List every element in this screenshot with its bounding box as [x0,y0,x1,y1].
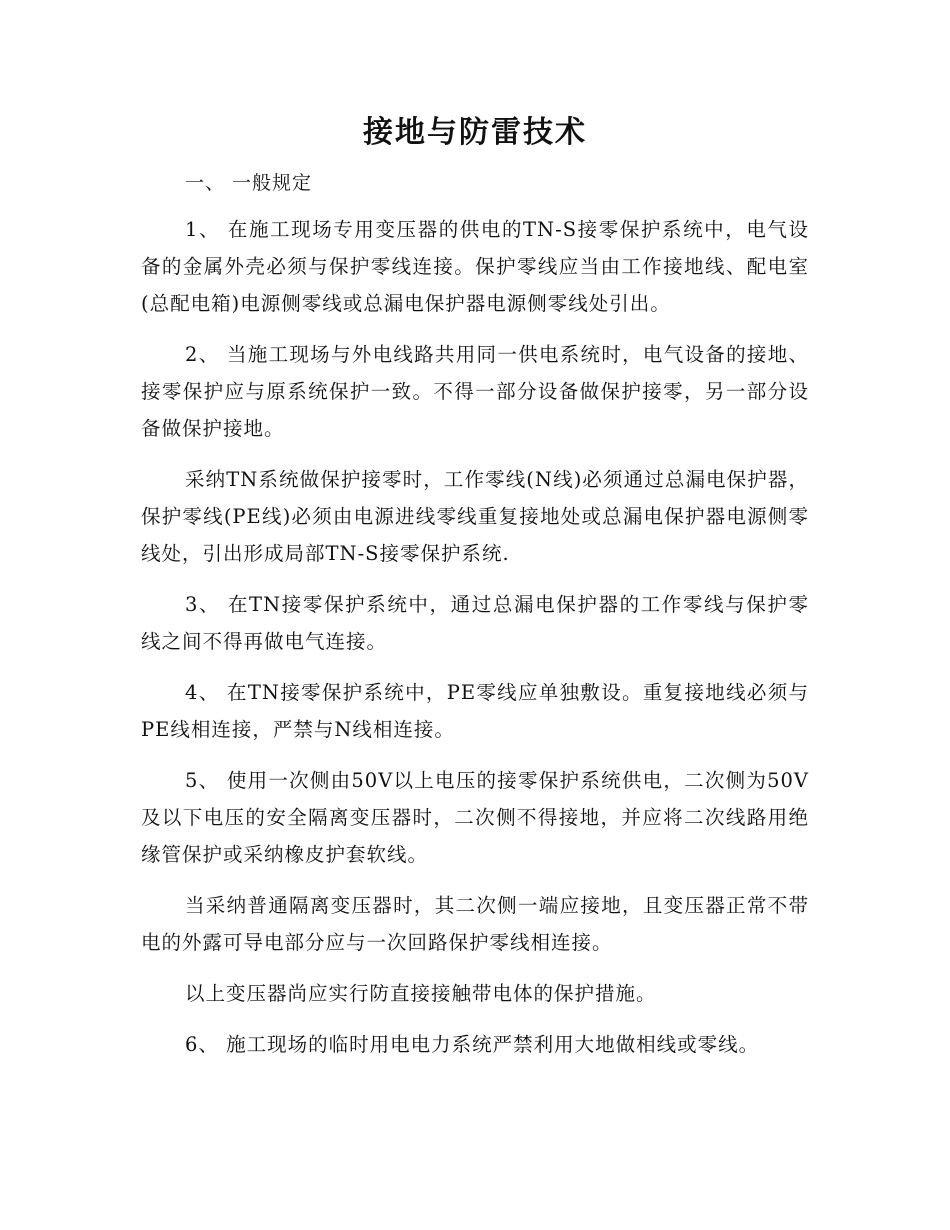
paragraph-2: 2、 当施工现场与外电线路共用同一供电系统时，电气设备的接地、接零保护应与原系统保护一致。不得一部分设备做保护接零，另一部分设备做保护接地。 [141,343,809,440]
paragraph-3: 3、 在TN接零保护系统中，通过总漏电保护器的工作零线与保护零线之间不得再做电气连接。 [141,593,809,653]
paragraph-5: 5、 使用一次侧由50V以上电压的接零保护系统供电，二次侧为50V及以下电压的安全隔离变压器时，二次侧不得接地，并应将二次线路用绝缘管保护或采纳橡皮护套软线。 [141,769,809,866]
paragraph-tn-system: 采纳TN系统做保护接零时，工作零线(N线)必须通过总漏电保护器，保护零线(PE线)必须由电源进线零线重复接地处或总漏电保护器电源侧零线处，引出形成局部TN-S接零保护系统. [141,468,809,565]
document-title: 接地与防雷技术 [363,115,587,150]
paragraph-1: 1、 在施工现场专用变压器的供电的TN-S接零保护系统中，电气设备的金属外壳必须与保护零线连接。保护零线应当由工作接地线、配电室(总配电箱)电源侧零线或总漏电保护器电源侧零线处引出。 [141,218,809,315]
section-heading: 一、 一般规定 [185,172,313,194]
document-body [141,165,809,1077]
paragraph-6: 6、 施工现场的临时用电电力系统严禁利用大地做相线或零线。 [185,1033,760,1056]
paragraph-isolation-transformer: 当采纳普通隔离变压器时，其二次侧一端应接地，且变压器正常不带电的外露可导电部分应与一次回路保护零线相连接。 [141,894,809,954]
paragraph-4: 4、 在TN接零保护系统中，PE零线应单独敷设。重复接地线必须与PE线相连接，严禁与N线相连接。 [141,681,809,741]
paragraph-protection-measures: 以上变压器尚应实行防直接接触带电体的保护措施。 [185,982,657,1005]
